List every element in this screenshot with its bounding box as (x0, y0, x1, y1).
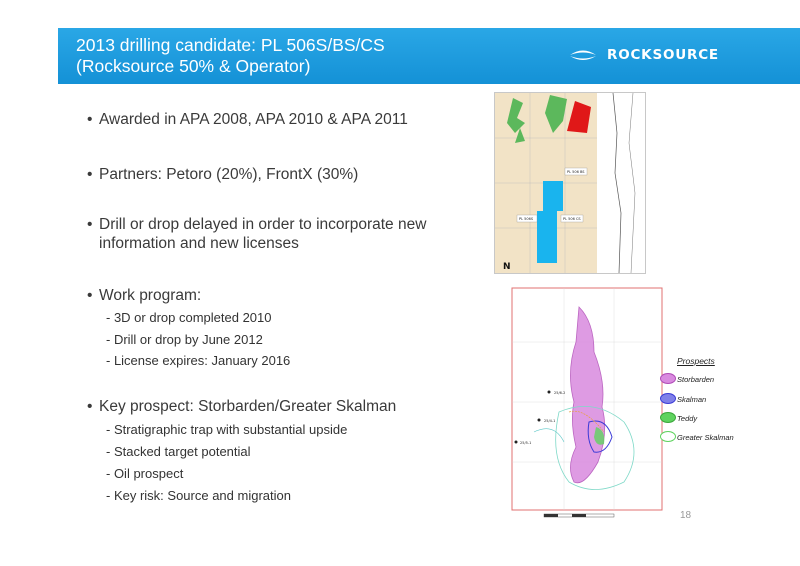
legend-label: Greater Skalman (677, 433, 734, 442)
title-line-1: 2013 drilling candidate: PL 506S/BS/CS (76, 35, 385, 55)
map-label-pl506cs: PL 506 CS (563, 217, 581, 221)
well-label: 25/5-1 (520, 441, 532, 445)
logo-text: ROCKSOURCE (607, 47, 719, 63)
map-label-pl506s: PL 506S (519, 217, 534, 221)
prospect-map (494, 282, 679, 524)
slide-title (76, 35, 385, 77)
key-prospect-item: - Stratigraphic trap with substantial upside (106, 422, 348, 437)
legend-label: Teddy (677, 414, 698, 423)
work-program-item: - Drill or drop by June 2012 (106, 332, 263, 347)
bullet-awarded: • Awarded in APA 2008, APA 2010 & APA 2011 (87, 110, 479, 129)
key-prospect-item: - Stacked target potential (106, 444, 251, 459)
page-number: 18 (680, 510, 692, 521)
north-arrow-icon: N (503, 262, 511, 272)
skalman-swatch (660, 393, 676, 404)
key-prospect-item: - Oil prospect (106, 466, 184, 481)
map-label-pl506bs: PL 506 BS (567, 170, 585, 174)
title-line-2: (Rocksource 50% & Operator) (76, 56, 311, 76)
rocksource-logo (568, 47, 719, 63)
legend-label: Storbarden (677, 375, 715, 384)
greater-skalman-swatch (660, 431, 676, 442)
work-program-item: - License expires: January 2016 (106, 353, 291, 368)
key-prospect-item: - Key risk: Source and migration (106, 488, 291, 503)
bullet-partners: • Partners: Petoro (20%), FrontX (30%) (87, 165, 479, 184)
bullet-drill-or-drop: • Drill or drop delayed in order to incorporate new information and new licenses (87, 215, 479, 253)
well-label: 25/4-1 (544, 419, 556, 423)
work-program-item: - 3D or drop completed 2010 (106, 310, 272, 325)
well-label: 25/6-2 (554, 391, 566, 395)
rocksource-logo-icon (568, 47, 598, 63)
legend-title: Prospects (677, 356, 715, 366)
slide-header (58, 28, 800, 84)
license-map (494, 92, 646, 274)
bullet-work-program: • Work program: (87, 286, 479, 305)
teddy-swatch (660, 412, 676, 423)
bullet-key-prospect: • Key prospect: Storbarden/Greater Skalman (87, 397, 479, 416)
legend-label: Skalman (677, 395, 707, 404)
storbarden-swatch (660, 373, 676, 384)
